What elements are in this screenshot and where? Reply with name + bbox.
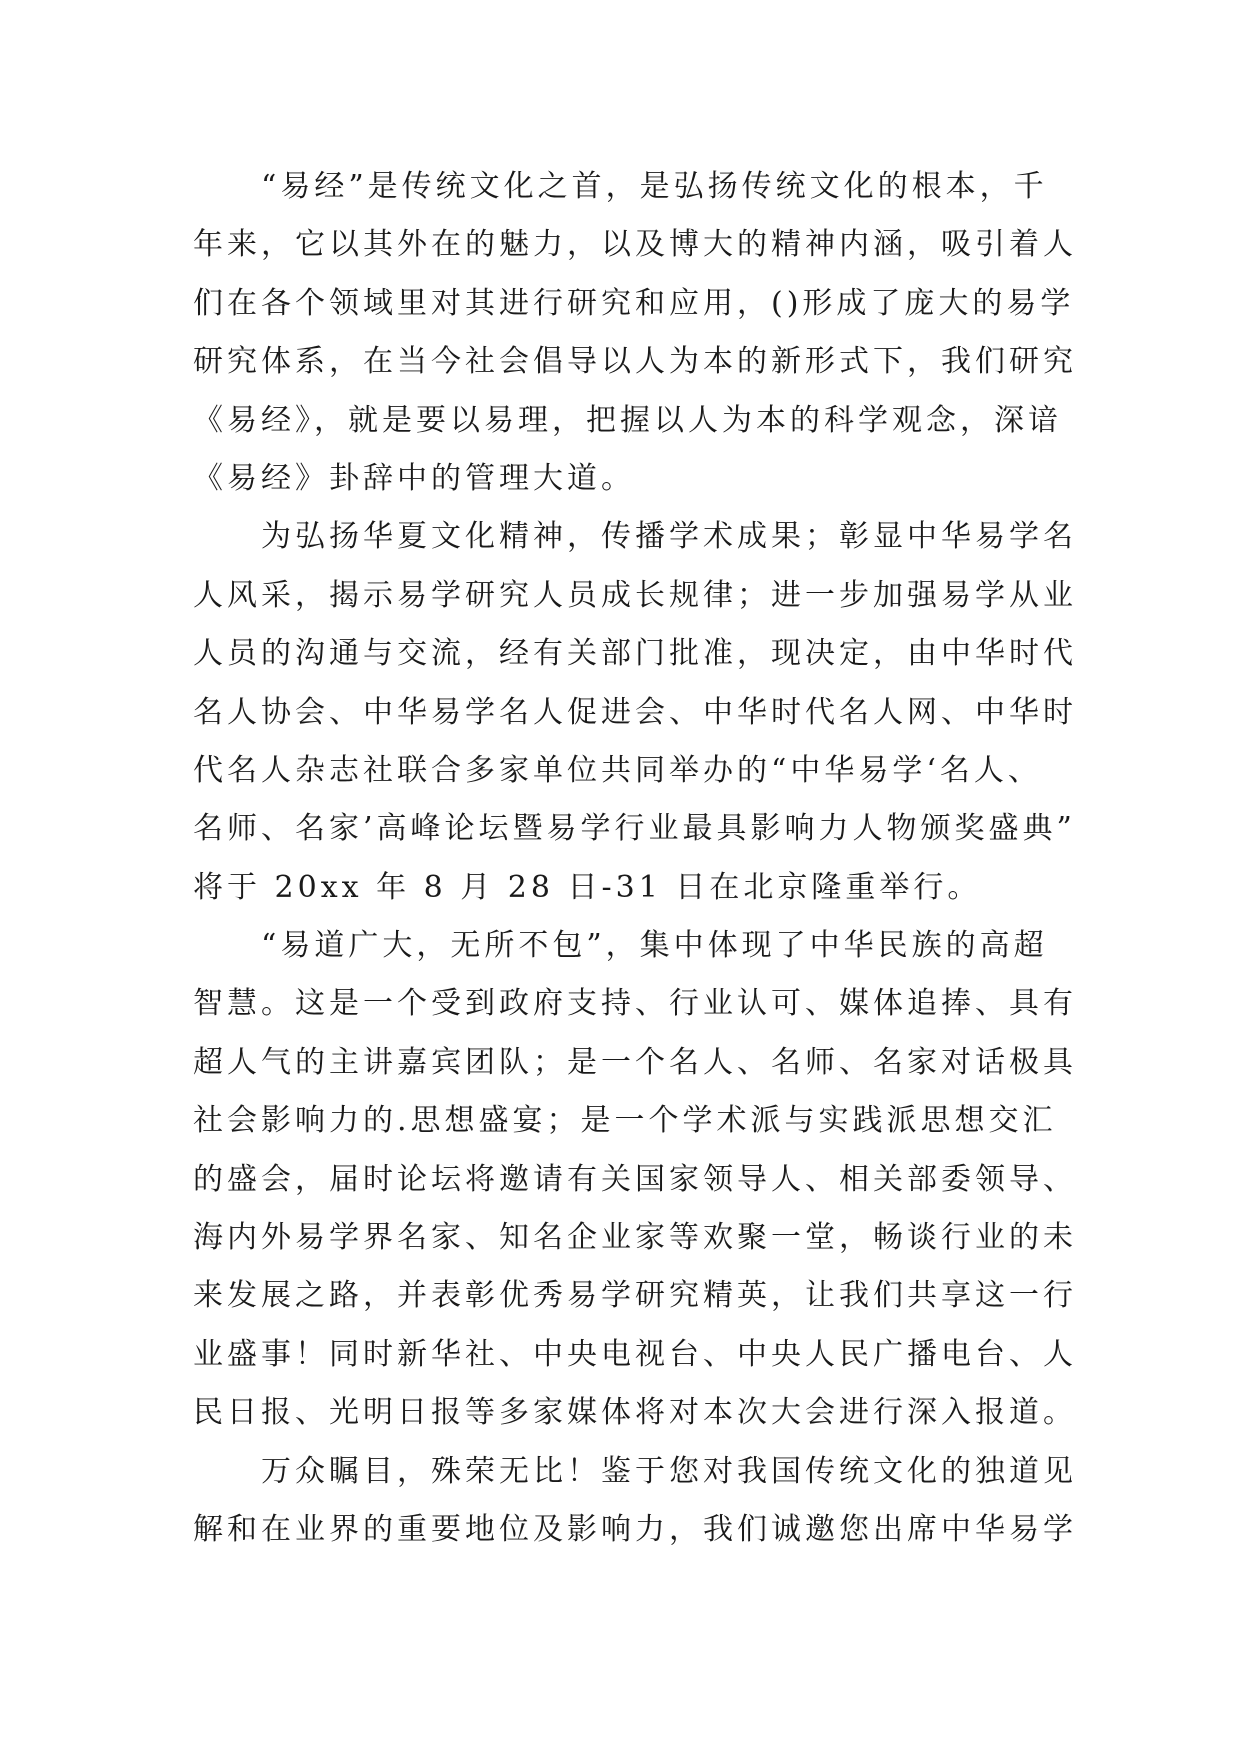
text-line: 人风采，揭示易学研究人员成长规律；进一步加强易学从业 [193,577,1077,613]
text-line: 社会影响力的.思想盛宴；是一个学术派与实践派思想交汇 [193,1103,1057,1139]
text-line: 解和在业界的重要地位及影响力，我们诚邀您出席中华易学 [193,1511,1077,1547]
text-line: 将于 20xx 年 8 月 28 日-31 日在北京隆重举行。 [193,869,982,905]
document-body [193,158,1077,1559]
text-line: 智慧。这是一个受到政府支持、行业认可、媒体追捧、具有 [193,986,1077,1022]
text-line: 名师、名家’高峰论坛暨易学行业最具影响力人物颁奖盛典” [193,811,1076,847]
text-line: 为弘扬华夏文化精神，传播学术成果；彰显中华易学名 [261,519,1077,555]
text-line: 《易经》，就是要以易理，把握以人为本的科学观念，深谙 [193,402,1062,438]
paragraph-2 [193,508,1077,917]
text-line: 来发展之路，并表彰优秀易学研究精英，让我们共享这一行 [193,1278,1077,1314]
text-line: 超人气的主讲嘉宾团队；是一个名人、名师、名家对话极具 [193,1044,1077,1080]
text-line: 业盛事！同时新华社、中央电视台、中央人民广播电台、人 [193,1336,1077,1372]
paragraph-3 [193,917,1077,1443]
text-line: 研究体系，在当今社会倡导以人为本的新形式下，我们研究 [193,344,1077,380]
text-line: 代名人杂志社联合多家单位共同举办的“中华易学‘名人、 [193,752,1042,788]
text-line: 年来，它以其外在的魅力，以及博大的精神内涵，吸引着人 [193,227,1077,263]
text-line: 海内外易学界名家、知名企业家等欢聚一堂，畅谈行业的未 [193,1220,1077,1256]
text-line: 们在各个领域里对其进行研究和应用，()形成了庞大的易学 [193,285,1075,321]
text-line: “易道广大，无所不包”，集中体现了中华民族的高超 [261,928,1048,964]
paragraph-4 [193,1443,1077,1560]
text-line: 的盛会，届时论坛将邀请有关国家领导人、相关部委领导、 [193,1161,1077,1197]
text-line: 人员的沟通与交流，经有关部门批准，现决定，由中华时代 [193,636,1077,672]
text-line: 《易经》卦辞中的管理大道。 [193,460,635,496]
text-line: “易经”是传统文化之首，是弘扬传统文化的根本，千 [261,169,1048,204]
text-line: 万众瞩目，殊荣无比！鉴于您对我国传统文化的独道见 [261,1453,1077,1489]
text-line: 民日报、光明日报等多家媒体将对本次大会进行深入报道。 [193,1395,1077,1431]
paragraph-1 [193,158,1077,508]
text-line: 名人协会、中华易学名人促进会、中华时代名人网、中华时 [193,694,1077,730]
